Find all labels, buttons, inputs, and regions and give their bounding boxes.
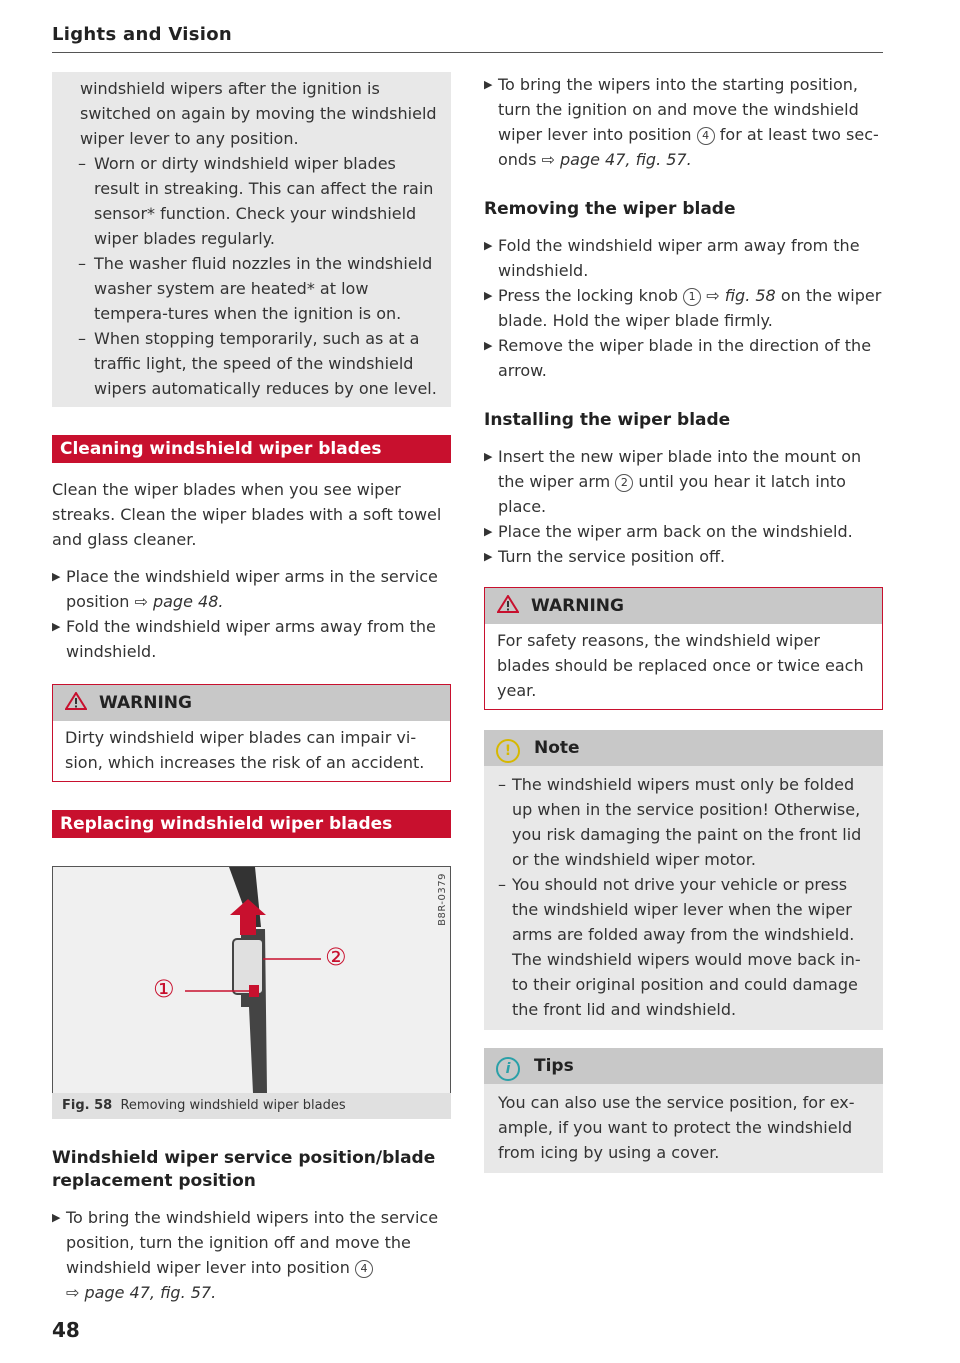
left-column xyxy=(52,72,451,1305)
list-item: – Worn or dirty windshield wiper blades result in streaking. This can affect the rain sensor* function. Check your windshield wiper blades regularly. xyxy=(78,154,434,248)
note-header: ! Note xyxy=(484,730,883,766)
cleaning-intro: Clean the wiper blades when you see wiper streaks. Clean the wiper blades with a soft towel and glass cleaner. xyxy=(52,480,442,549)
step-item: ▶ Fold the windshield wiper arms away from the windshield. xyxy=(52,617,436,661)
wiper-illustration xyxy=(52,866,451,1093)
locking-knob xyxy=(249,985,259,997)
page-reference-link[interactable]: ⇨ page 47, fig. 57. xyxy=(541,150,692,169)
warning-body: For safety reasons, the windshield wiper blades should be replaced once or twice each year. xyxy=(497,631,864,700)
service-position-heading: Windshield wiper service position/blade replacement position xyxy=(52,1148,436,1191)
page-number: 48 xyxy=(52,1318,80,1342)
installing-heading: Installing the wiper blade xyxy=(484,410,731,430)
list-item: – You should not drive your vehicle or press the windshield wiper lever when the wiper arms are folded away from the windshield. The windshield wipers would move back in-to their original position and could damage the front lid and windshield. xyxy=(498,875,861,1019)
wiper-blade-drawing xyxy=(53,867,450,1093)
tips-box xyxy=(484,1048,883,1173)
position-4-icon: 4 xyxy=(355,1260,373,1278)
tips-header: i Tips xyxy=(484,1048,883,1084)
step-item: ▶ To bring the wipers into the starting position, turn the ignition on and move the windshield wiper lever into position 4 for at least two sec-onds ⇨ page 47, fig. 57. xyxy=(484,75,879,169)
callout-2-icon: 2 xyxy=(615,474,633,492)
step-item: ▶ Turn the service position off. xyxy=(484,547,726,566)
position-4-icon: 4 xyxy=(697,127,715,145)
figure-code: B8R-0379 xyxy=(437,873,448,926)
section-heading-cleaning: Cleaning windshield wiper blades xyxy=(52,435,451,463)
list-item: – The washer fluid nozzles in the windshield washer system are heated* at low tempera-tures when the ignition is on. xyxy=(78,254,433,323)
chapter-title: Lights and Vision xyxy=(52,24,232,45)
figure-reference-link[interactable]: ⇨ fig. 58 xyxy=(706,286,776,305)
list-item: – The windshield wipers must only be folded up when in the service position! Otherwise, you risk damaging the paint on the front lid or the windshield wiper motor. xyxy=(498,775,862,869)
step-item: ▶ Place the windshield wiper arms in the service position ⇨ page 48. xyxy=(52,567,438,611)
warning-triangle-icon xyxy=(497,595,519,613)
list-item: – When stopping temporarily, such as at a traffic light, the speed of the windshield wipers automatically reduces by one level. xyxy=(78,329,437,398)
step-item: ▶ Remove the wiper blade in the direction of the arrow. xyxy=(484,336,872,380)
warning-box xyxy=(52,684,451,782)
figure-58 xyxy=(52,866,451,1119)
removing-heading: Removing the wiper blade xyxy=(484,199,736,219)
callout-2: ② xyxy=(325,943,347,971)
warning-triangle-icon xyxy=(65,692,87,710)
step-item: ▶ Insert the new wiper blade into the mount on the wiper arm 2 until you hear it latch into place. xyxy=(484,447,862,516)
warning-header: WARNING xyxy=(53,685,450,721)
warning-body: Dirty windshield wiper blades can impair vi-sion, which increases the risk of an accident. xyxy=(65,728,425,772)
note-box xyxy=(484,730,883,1030)
warning-header: WARNING xyxy=(485,588,882,624)
step-item: ▶ Place the wiper arm back on the windshield. xyxy=(484,522,853,541)
step-item: ▶ To bring the windshield wipers into the service position, turn the ignition off and move the windshield wiper lever into position 4 ⇨ page 47, fig. 57. xyxy=(52,1208,439,1302)
section-heading-replacing: Replacing windshield wiper blades xyxy=(52,810,451,838)
figure-caption: Fig. 58 Removing windshield wiper blades xyxy=(52,1093,451,1119)
callout-1: ① xyxy=(153,975,175,1003)
tips-body: You can also use the service position, for ex-ample, if you want to protect the windshield from icing by using a cover. xyxy=(498,1093,855,1162)
note-exclamation-icon: ! xyxy=(496,739,520,763)
page-header xyxy=(52,24,883,53)
warning-box xyxy=(484,587,883,710)
page-reference-link[interactable]: ⇨ page 48. xyxy=(134,592,224,611)
callout-1-icon: 1 xyxy=(683,288,701,306)
step-item: ▶ Press the locking knob 1 ⇨ fig. 58 on the wiper blade. Hold the wiper blade firmly. xyxy=(484,286,882,330)
page-reference-link[interactable]: ⇨ page 47, fig. 57. xyxy=(66,1283,217,1302)
info-icon: i xyxy=(496,1057,520,1081)
continued-notes-box xyxy=(52,72,451,407)
continued-text: windshield wipers after the ignition is switched on again by moving the windshield wiper lever to any position. xyxy=(80,79,437,148)
right-column xyxy=(484,72,883,1173)
step-item: ▶ Fold the windshield wiper arm away from the windshield. xyxy=(484,236,860,280)
